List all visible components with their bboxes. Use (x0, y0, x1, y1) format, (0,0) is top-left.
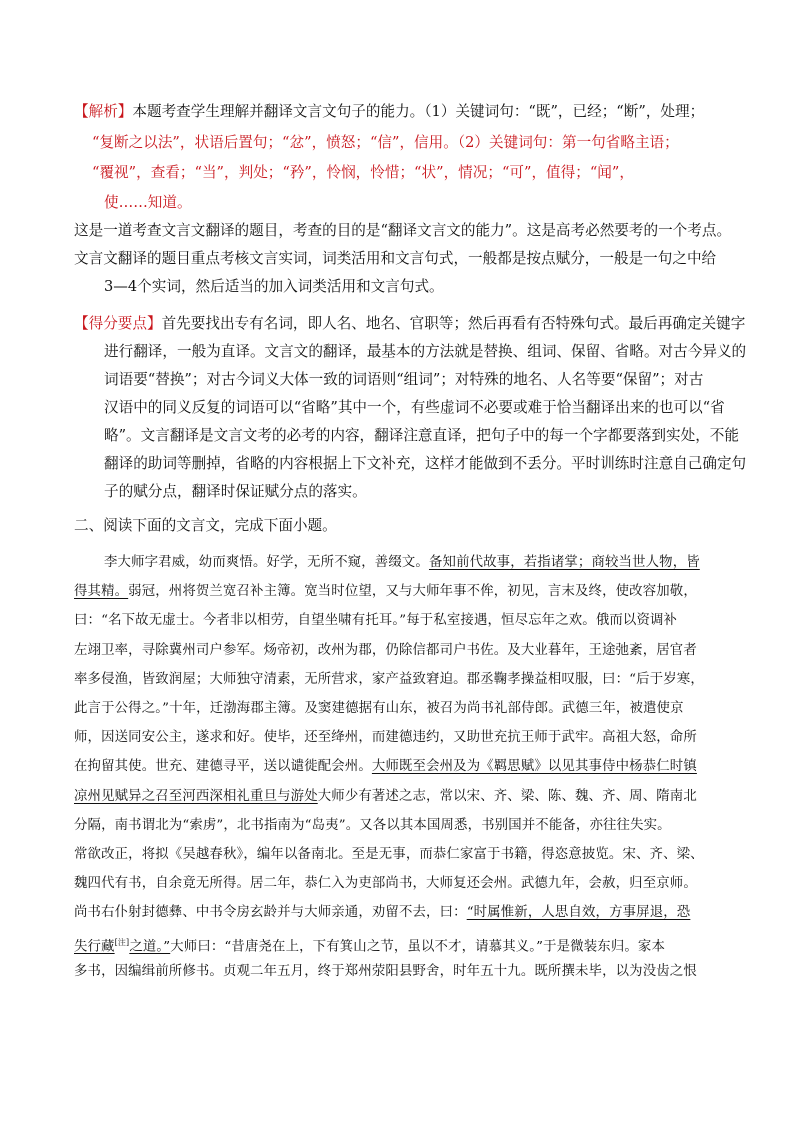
underlined-sentence: 凉州见赋异之召至河西深相礼重旦与游处 (74, 788, 318, 804)
passage-line (74, 787, 697, 807)
passage-text: 多书，因编缉前所修书。贞观二年五月，终于郑州荥阳县野舍，时年五十九。既所撰未毕，以为没齿之恨 (74, 963, 697, 979)
passage-text: 弱冠，州将贺兰宽召补主簿。宽当时位望，又与大师年事不侔，初见，言末及终，使改容加敬， (128, 584, 697, 600)
passage-text: 此言于公得之。”十年，迁渤海郡主簿。及窦建德据有山东，被召为尚书礼部侍郎。武德三年，被遣使京 (74, 701, 684, 716)
analysis-label: 【解析】 (74, 103, 133, 120)
passage-text: 大师少有著述之志，常以宋、齐、梁、陈、魏、齐、周、隋南北 (317, 788, 697, 804)
passage-line (74, 845, 704, 865)
passage-text: 师，因送同安公主，遂求和好。使毕，还至绛州，而建德违约，又助世充抗王师于武牢。高祖大怒，命所 (74, 730, 697, 746)
passage-text: 率多侵渔，皆致润屋；大师独守清素，无所营求，家产益致窘迫。郡丞鞠孝操益相叹服，曰：“后于岁寒， (74, 671, 704, 687)
footnote-marker: [注] (114, 937, 130, 947)
passage-line (74, 728, 697, 748)
section-title: 二、阅读下面的文言文，完成下面小题。 (74, 517, 337, 534)
explain-line-3: 3—4个实词，然后适当的加入词类活用和文言句式。 (104, 278, 444, 295)
scoring-label: 【得分要点】 (74, 315, 162, 332)
scoring-line-4: 汉语中的同义反复的词语可以“省略”其中一个，有些虚词不必要或难于恰当翻译出来的也可以“省 (104, 399, 725, 416)
passage-line (104, 553, 700, 573)
underlined-sentence: 备知前代故事，若指诸掌；商较当世人物，皆 (428, 555, 700, 570)
passage-line (74, 933, 665, 957)
analysis-text: 本题考查学生理解并翻译文言文句子的能力。（1）关键词句：“既”，已经；“断”，处理； (132, 103, 705, 120)
passage-text: 魏四代有书，自余竟无所得。居二年，恭仁入为吏部尚书，大师复还会州。武德九年，会赦，归至京师。 (74, 876, 697, 892)
explain-line-1: 这是一道考查文言文翻译的题目，考查的目的是“翻译文言文的能力”。这是高考必然要考的一个考点。 (74, 222, 732, 239)
analysis-line-1 (74, 101, 704, 123)
underlined-sentence: 之道。” (129, 939, 171, 955)
scoring-line-7: 子的赋分点，翻译时保证赋分点的落实。 (104, 483, 367, 500)
scoring-line-5: 略”。文言翻译是文言文考的必考的内容，翻译注意直译，把句子中的每一个字都要落到实处，不能 (104, 427, 739, 444)
passage-line (74, 611, 677, 631)
scoring-line-6: 翻译的助词等删掉，省略的内容根据上下文补充，这样才能做到不丢分。平时训练时注意自己确定句 (104, 455, 747, 472)
passage-text: 分隔，南书谓北为“索虏”，北书指南为“岛夷”。又各以其本国周悉，书别国并不能备，亦往往失实。 (74, 817, 671, 833)
underlined-sentence: 得其精。 (74, 584, 129, 600)
analysis-line-2: “复断之以法”，状语后置句；“忿”，愤怒；“信”，信用。（2）关键词句：第一句省略主语； (92, 134, 679, 151)
passage-line (74, 903, 690, 923)
underlined-sentence: “时属惟新，人思自效，方事屏退，恐 (466, 905, 691, 921)
explain-line-2: 文言文翻译的题目重点考核文言实词，词类活用和文言句式，一般都是按点赋分，一般是一句之中给 (74, 250, 717, 267)
scoring-line-2: 进行翻译，一般为直译。文言文的翻译，最基本的方法就是替换、组词、保留、省略。对古今异义的 (104, 343, 747, 360)
underlined-sentence: 失行藏 (74, 939, 115, 955)
passage-line (74, 757, 697, 777)
scoring-text: 首先要找出专有名词，即人名、地名、官职等；然后再看有否特殊句式。最后再确定关键字 (161, 315, 746, 332)
passage-line (74, 816, 671, 836)
passage-line (74, 699, 684, 719)
passage-text: 左翊卫率，寻除冀州司户参军。炀帝初，改州为郡，仍除信都司户书佐。及大业暮年，王途弛紊，居官者 (74, 642, 697, 658)
scoring-line-1 (74, 313, 745, 335)
passage-text: 常欲改正，将拟《吴越春秋》，编年以备南北。至是无事，而恭仁家富于书籍，得恣意披览。宋、齐、梁、 (74, 847, 704, 862)
passage-line (74, 874, 697, 894)
underlined-sentence: 大师既至会州及为《羁思赋》以见其事侍中杨恭仁时镇 (371, 759, 697, 775)
analysis-line-4: 使……知道。 (104, 194, 192, 211)
analysis-line-3: “覆视”，查看；“当”，判处；“矜”，怜悯，怜惜；“状”，情况；“可”，值得；“闻”， (92, 164, 634, 181)
passage-text: 大师曰：“昔唐尧在上，下有箕山之节，虽以不才，请慕其义。”于是微装东归。家本 (170, 939, 666, 955)
passage-line (74, 582, 697, 602)
passage-line (74, 962, 697, 982)
passage-text: 李大师字君威，幼而爽悟。好学，无所不窥，善缀文。 (104, 555, 429, 570)
passage-text: 在拘留其使。世充、建德寻平，送以谴徙配会州。 (74, 759, 372, 775)
passage-line (74, 641, 697, 661)
passage-text: 曰：“名下故无虚士。今者非以相劳，自望坐啸有托耳。”每于私室接遇，恒尽忘年之欢。俄而以资调补 (74, 613, 678, 629)
passage-text: 尚书右仆射封德彝、中书令房玄龄并与大师亲通，劝留不去，曰： (74, 905, 467, 921)
scoring-line-3: 词语要“替换”；对古今词义大体一致的词语则“组词”；对特殊的地名、人名等要“保留”；对古 (104, 371, 704, 388)
passage-line (74, 670, 704, 690)
